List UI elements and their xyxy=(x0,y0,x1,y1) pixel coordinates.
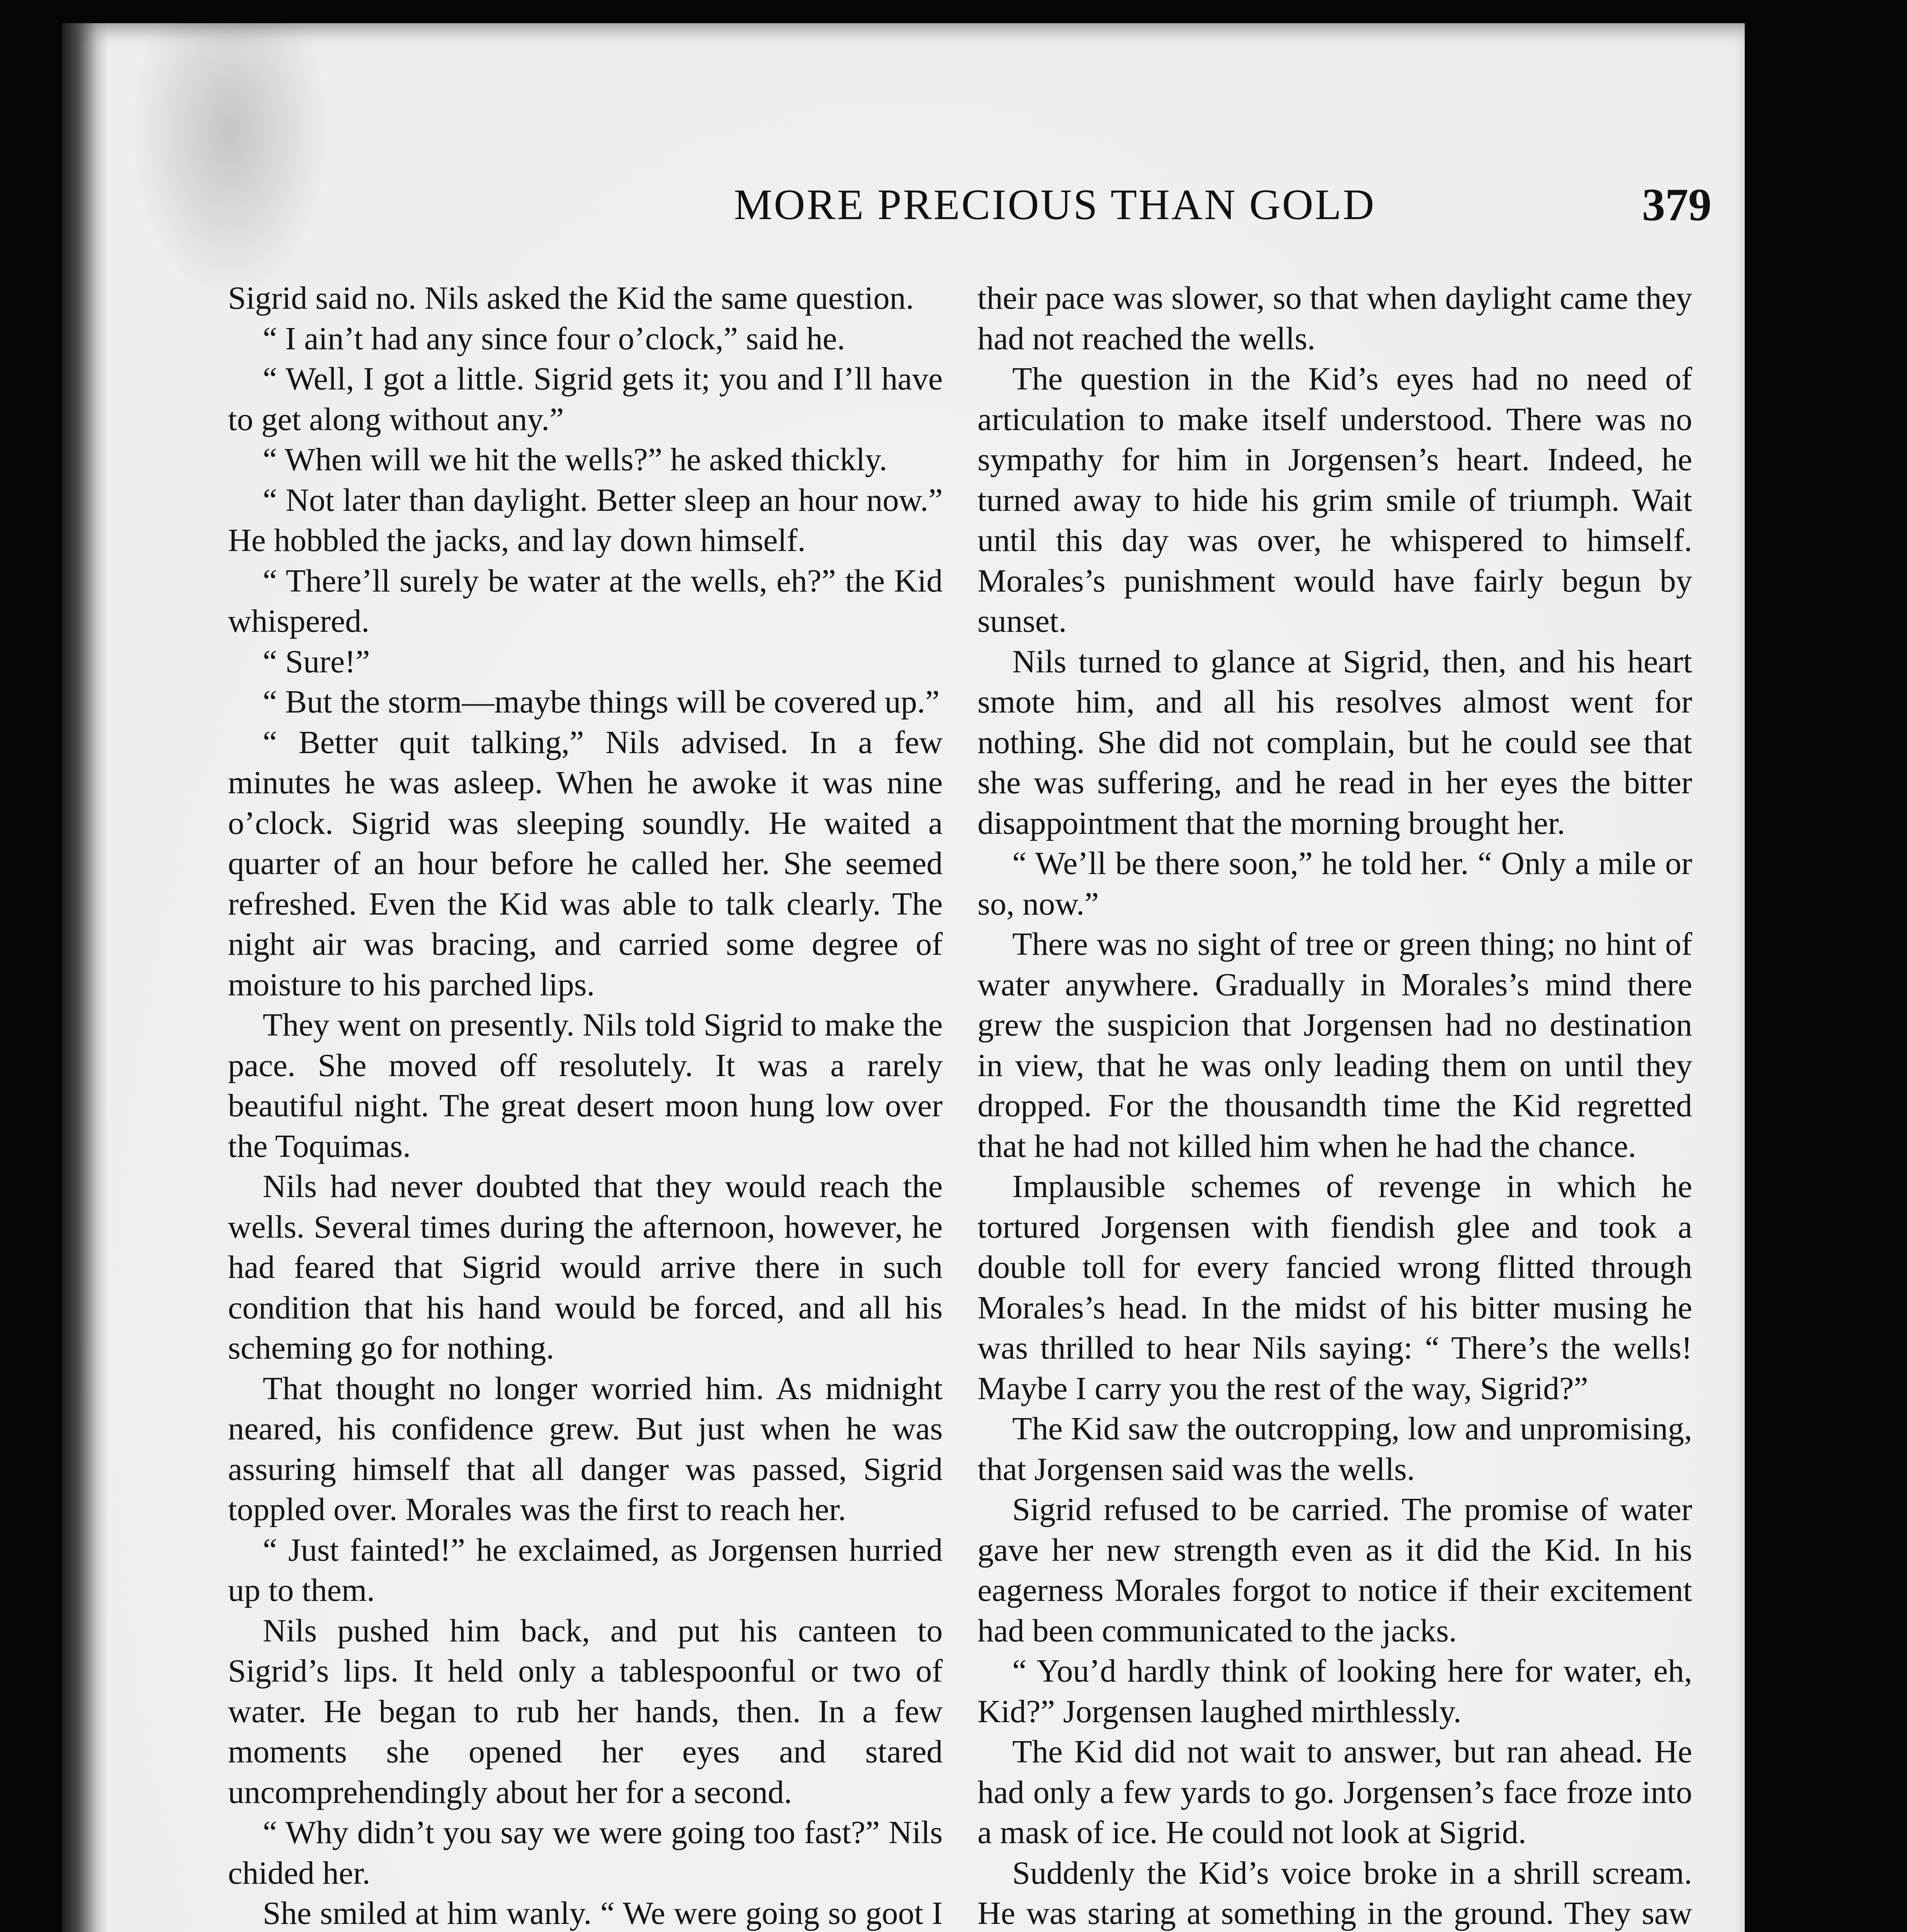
paragraph: Nils pushed him back, and put his canteen to Sigrid’s lips. It held only a tablespoonful or two of water. He began to rub her hands, then. In a few moments she opened her eyes and stared uncomprehendingly about her for a second. xyxy=(228,1612,943,1810)
paragraph: “ When will we hit the wells?” he asked thickly. xyxy=(263,442,887,478)
paragraph: “ But the storm—maybe things will be covered up.” xyxy=(263,684,940,720)
paragraph: “ You’d hardly think of looking here for water, eh, Kid?” Jorgensen laughed mirthlessly. xyxy=(977,1653,1692,1730)
paragraph: Suddenly the Kid’s voice broke in a shrill scream. He was staring at something in the ground. They saw xyxy=(977,1855,1692,1931)
book-page xyxy=(62,23,1745,1932)
paragraph: She smiled at him wanly. “ We were going so goot I xyxy=(263,1895,943,1931)
page-binding-shadow xyxy=(62,23,108,1932)
paragraph: They went on presently. Nils told Sigrid to make the pace. She moved off resolutely. It was a rarely beautiful night. The great desert moon hung low over the Toquimas. xyxy=(228,1007,943,1164)
paragraph: “ Well, I got a little. Sigrid gets it; you and I’ll have to get along without any.” xyxy=(228,361,943,437)
paragraph: “ Why didn’t you say we were going too fast?” Nils chided her. xyxy=(228,1815,943,1891)
running-header xyxy=(224,174,1712,236)
paragraph: “ I ain’t had any since four o’clock,” said he. xyxy=(263,320,845,357)
paragraph: Sigrid refused to be carried. The promise of water gave her new strength even as it did the Kid. In his eagerness Morales forgot to notice if their excitement had been communicated to the jacks. xyxy=(977,1492,1692,1649)
paragraph: “ Better quit talking,” Nils advised. In a few minutes he was asleep. When he awoke it was nine o’clock. Sigrid was sleeping soundly. He waited a quarter of an hour before he called her. She seemed refreshed. Even the Kid was able to talk clearly. The night air was bracing, and carried some degree of moisture to his parched lips. xyxy=(228,724,943,1003)
paragraph: “ Not later than daylight. Better sleep an hour now.” He hobbled the jacks, and lay down himself. xyxy=(228,482,943,558)
paragraph: “ There’ll surely be water at the wells, eh?” the Kid whispered. xyxy=(228,563,943,639)
paragraph: The Kid saw the outcropping, low and unpromising, that Jorgensen said was the wells. xyxy=(977,1411,1692,1487)
left-column xyxy=(228,278,943,1932)
paragraph: their pace was slower, so that when daylight came they had not reached the wells. xyxy=(977,280,1692,357)
paragraph: “ We’ll be there soon,” he told her. “ Only a mile or so, now.” xyxy=(977,845,1692,922)
paragraph: There was no sight of tree or green thing; no hint of water anywhere. Gradually in Morales’s mind there grew the suspicion that Jorgensen had no destination in view, that he was only leading them on until they dropped. For the thousandth time the Kid regretted that he had not killed him when he had the chance. xyxy=(977,926,1692,1164)
right-column xyxy=(977,278,1692,1932)
paragraph: The Kid did not wait to answer, but ran ahead. He had only a few yards to go. Jorgensen’s face froze into a mask of ice. He could not look at Sigrid. xyxy=(977,1734,1692,1850)
paragraph: The question in the Kid’s eyes had no need of articulation to make itself understood. There was no sympathy for him in Jorgensen’s heart. Indeed, he turned away to hide his grim smile of triumph. Wait until this day was over, he whispered to himself. Morales’s punishment would have fairly begun by sunset. xyxy=(977,361,1692,639)
running-title: MORE PRECIOUS THAN GOLD xyxy=(734,181,1376,229)
paragraph: Nils turned to glance at Sigrid, then, and his heart smote him, and all his resolves almost went for nothing. She did not complain, but he could see that she was suffering, and he read in her eyes the bitter disappointment that the morning brought her. xyxy=(977,643,1692,841)
paragraph: Implausible schemes of revenge in which he tortured Jorgensen with fiendish glee and took a double toll for every fancied wrong flitted through Morales’s head. In the midst of his bitter musing he was thrilled to hear Nils saying: “ There’s the wells! Maybe I carry you the rest of the way, Sigrid?” xyxy=(977,1168,1692,1406)
paragraph: Nils had never doubted that they would reach the wells. Several times during the afternoon, however, he had feared that Sigrid would arrive there in such condition that his hand would be forced, and all his scheming go for nothing. xyxy=(228,1168,943,1366)
paragraph: That thought no longer worried him. As midnight neared, his confidence grew. But just when he was assuring himself that all danger was passed, Sigrid toppled over. Morales was the first to reach her. xyxy=(228,1370,943,1527)
paragraph: “ Sure!” xyxy=(263,643,370,680)
text-columns xyxy=(228,278,1712,1932)
paragraph: “ Just fainted!” he exclaimed, as Jorgensen hurried up to them. xyxy=(228,1532,943,1608)
paragraph: Sigrid said no. Nils asked the Kid the same question. xyxy=(228,280,914,316)
page-number: 379 xyxy=(1642,179,1712,230)
